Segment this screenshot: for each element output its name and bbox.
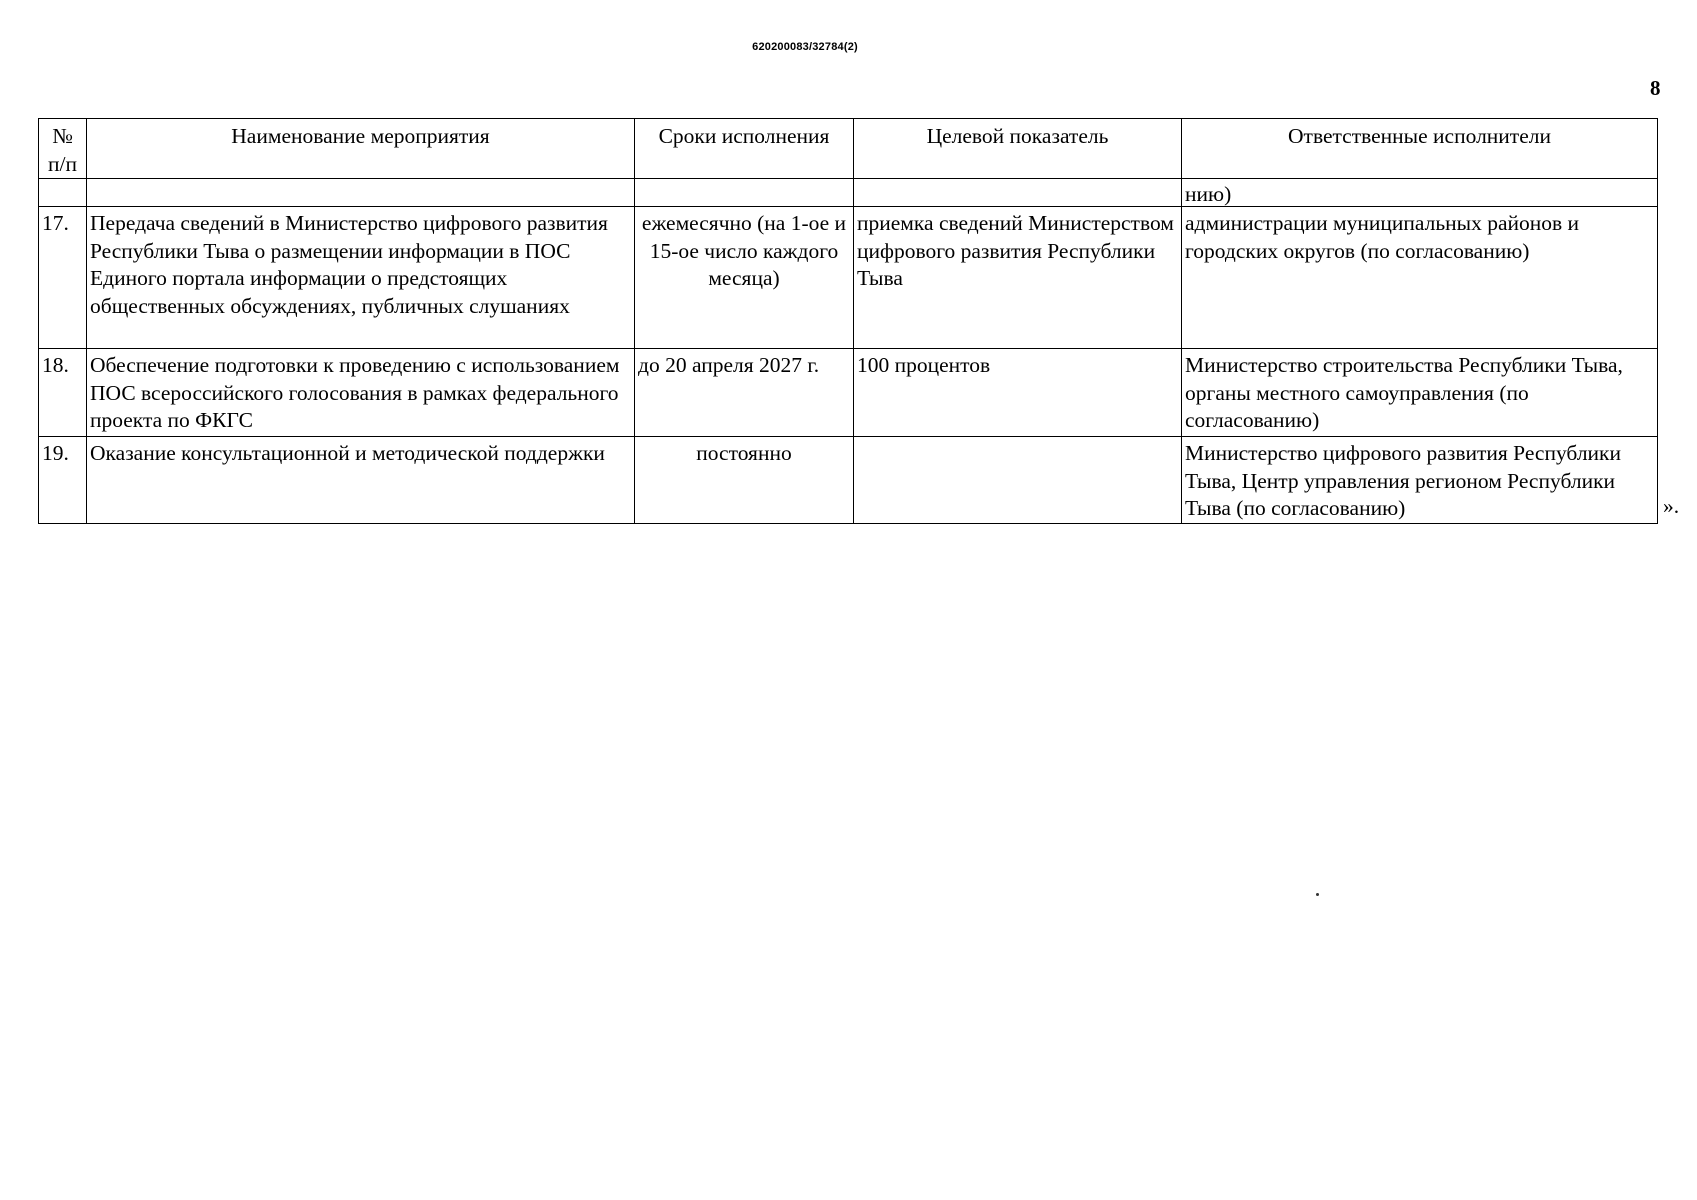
row-term: ежемесячно (на 1-ое и 15-ое число каждого месяца)	[635, 207, 854, 349]
scan-speck	[1316, 893, 1319, 896]
row-name: Передача сведений в Министерство цифрового развития Республики Тыва о размещении информации в ПОС Единого портала информации о предстоящих общественных обсуждениях, публичных слушаниях	[87, 207, 635, 349]
row-term: до 20 апреля 2027 г.	[635, 349, 854, 437]
row-responsible: администрации муниципальных районов и городских округов (по согласованию)	[1182, 207, 1658, 349]
column-header-target: Целевой показатель	[854, 119, 1182, 179]
table-cell	[87, 179, 635, 207]
table-row	[39, 207, 1658, 349]
row-term: постоянно	[635, 437, 854, 524]
page-number: 8	[1650, 76, 1661, 100]
closing-quote: ».	[1663, 494, 1680, 518]
table-cell	[854, 179, 1182, 207]
continuation-cell: нию)	[1182, 179, 1658, 207]
column-header-responsible: Ответственные исполнители	[1182, 119, 1658, 179]
row-number: 17.	[39, 207, 87, 349]
column-header-name: Наименование мероприятия	[87, 119, 635, 179]
document-id: 620200083/32784(2)	[752, 41, 858, 53]
row-responsible: Министерство строительства Республики Тыва, органы местного самоуправления (по согласованию)	[1182, 349, 1658, 437]
table-header-row	[39, 119, 1658, 179]
action-plan-table	[38, 118, 1658, 524]
row-target	[854, 437, 1182, 524]
column-header-number: № п/п	[39, 119, 87, 179]
row-number: 18.	[39, 349, 87, 437]
row-name: Обеспечение подготовки к проведению с использованием ПОС всероссийского голосования в рамках федерального проекта по ФКГС	[87, 349, 635, 437]
continuation-row	[39, 179, 1658, 207]
column-header-term: Сроки исполнения	[635, 119, 854, 179]
row-number: 19.	[39, 437, 87, 524]
table-cell	[39, 179, 87, 207]
table-row	[39, 437, 1658, 524]
table-cell	[635, 179, 854, 207]
row-target: приемка сведений Министерством цифрового развития Республики Тыва	[854, 207, 1182, 349]
table-row	[39, 349, 1658, 437]
row-name: Оказание консультационной и методической поддержки	[87, 437, 635, 524]
row-responsible: Министерство цифрового развития Республики Тыва, Центр управления регионом Республики Тыва (по согласованию)	[1182, 437, 1658, 524]
row-target: 100 процентов	[854, 349, 1182, 437]
